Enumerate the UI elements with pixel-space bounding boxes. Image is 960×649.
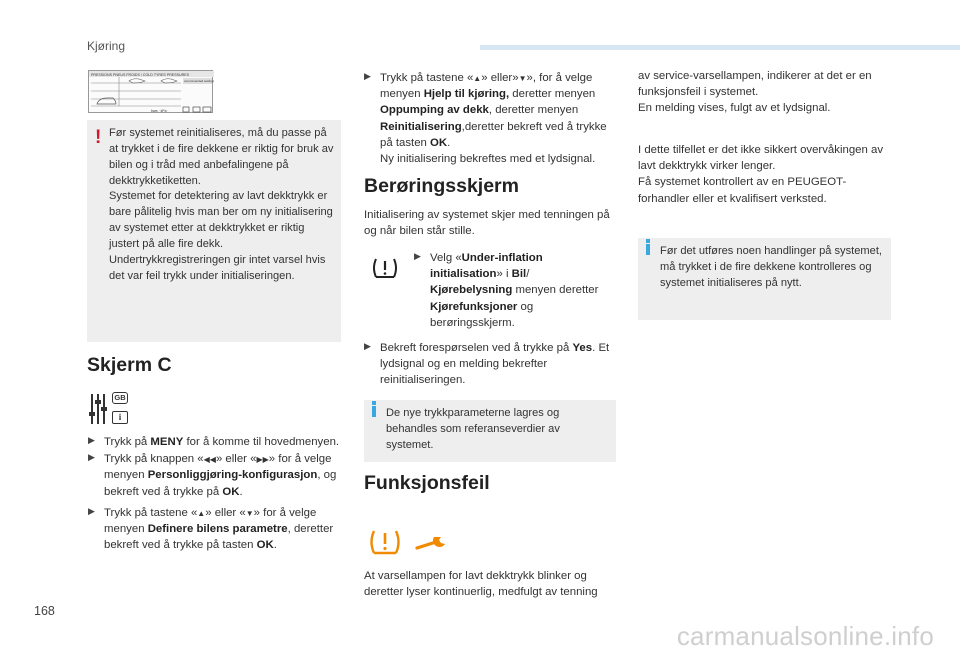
arrow-down-icon: ▼: [245, 508, 254, 518]
list-item: ▶ Velg «Under-inflation initialisation» i Bil/ Kjørebelysning menyen deretter Kjørefunksjoner og berøringsskjerm.: [414, 251, 599, 329]
exclamation-icon: !: [95, 127, 102, 148]
bullet-triangle-icon: ▶: [88, 435, 95, 445]
touchscreen-select-step: [414, 250, 614, 336]
list-item: ▶ Trykk på tastene «▲» eller «▼» for å velge menyen Definere bilens parametre, deretter bekreft ved å trykke på tasten OK.: [88, 505, 334, 552]
tyre-pressure-warning-icon: [371, 256, 399, 280]
tyre-warning-icon-svg: [371, 256, 399, 280]
screen-c-steps: [88, 434, 340, 558]
gb-icon: GB: [112, 392, 128, 404]
tyre-pressure-label-image: [88, 70, 213, 113]
bullet-triangle-icon: ▶: [88, 505, 95, 516]
bullet-triangle-icon: ▶: [414, 251, 421, 261]
warning-paragraph: Undertrykkregistreringen gir intet varsel hvis det var feil trykk under initialiseringen.: [109, 253, 326, 282]
label-right-text: recommended settings: [184, 79, 214, 83]
screen-c-icon-group: [88, 392, 148, 426]
column3-paragraph: av service-varsellampen, indikerer at det er en funksjonsfeil i systemet. En melding vises, fulgt av et lydsignal.: [638, 70, 872, 115]
list-item: ▶ Trykk på knappen «◀◀» eller «▶▶» for å velge menyen Personliggjøring-konfigurasjon, og bekreft ved å trykke på OK.: [88, 452, 337, 498]
arrow-down-icon: ▼: [518, 74, 527, 83]
section-title-touchscreen: Berøringsskjerm: [364, 175, 519, 197]
column2-intro-steps: [364, 70, 616, 172]
label-bottom-text: bars · kPa ·: [151, 109, 169, 113]
list-item: ▶ Bekreft forespørselen ved å trykke på Yes. Et lydsignal og en melding bekrefter reinitialiseringen.: [364, 341, 610, 387]
arrow-up-icon: ▲: [197, 508, 206, 518]
malfunction-text: At varsellampen for lavt dekktrykk blinker og deretter lyser kontinuerlig, medfulgt av tenning: [364, 570, 598, 599]
watermark: carmanualsonline.info: [676, 621, 934, 649]
wrench-icon-svg: [414, 532, 448, 554]
header-bar: [480, 45, 960, 50]
info-icon: [372, 401, 376, 405]
warning-paragraph: Før systemet reinitialiseres, må du passe på at trykket i de fire dekkene er riktig for bruk av bilen og i tråd med anbefalingene på dekktrykketiketten.: [109, 127, 334, 187]
tyre-pressure-label-drawing: [89, 71, 214, 114]
info-box-column3: Før det utføres noen handlinger på systemet, må trykket i de fire dekkene kontrolleres og systemet initialiseres på nytt.: [638, 238, 891, 320]
info-box-touchscreen: De nye trykkparameterne lagres og behandles som referanseverdier av systemet.: [364, 400, 616, 462]
page-number: 168: [34, 604, 55, 618]
wrench-icon: [414, 532, 448, 554]
bullet-triangle-icon: ▶: [88, 452, 95, 463]
section-title-screen-c: Skjerm C: [87, 354, 172, 376]
bullet-triangle-icon: ▶: [364, 341, 371, 351]
column3-paragraph: I dette tilfellet er det ikke sikkert overvåkingen av lavt dekktrykk virker lenger. Få systemet kontrollert av en PEUGEOT-forhandler eller et kvalifisert verksted.: [638, 144, 884, 205]
tyre-warning-icon-orange-svg: [368, 528, 402, 556]
arrow-up-icon: ▲: [473, 74, 482, 83]
fast-forward-icon: ▶▶: [256, 455, 269, 465]
info-i-icon: i: [112, 411, 128, 424]
list-item: ▶ Trykk på MENY for å komme til hovedmenyen.: [88, 435, 340, 448]
warning-paragraph: Systemet for detektering av lavt dekktrykk er bare pålitelig hvis man ber om ny initialisering av systemet etter at dekktrykket er riktig justert på alle fire dekk.: [109, 190, 333, 251]
label-heading: PRESSIONS PNEUS FROIDS / COLD TYRES PRESSURES: [91, 73, 189, 77]
info-icon: [646, 239, 650, 243]
warning-box: [87, 120, 341, 342]
section-title-malfunction: Funksjonsfeil: [364, 472, 490, 494]
chapter-title: Kjøring: [87, 39, 126, 53]
list-item: ▶ Trykk på tastene «▲» eller»▼», for å velge menyen Hjelp til kjøring, deretter menyen Oppumping av dekk, deretter menyen Reinitialisering,deretter bekreft ved å trykke på tasten OK. Ny initialisering bekreftes med et lydsignal.: [364, 71, 607, 165]
bullet-triangle-icon: ▶: [364, 71, 371, 81]
tyre-pressure-warning-icon-orange: [368, 528, 402, 556]
touchscreen-intro: Initialisering av systemet skjer med tenningen på og når bilen står stille.: [364, 209, 610, 238]
touchscreen-confirm-step: [364, 340, 614, 394]
rewind-icon: ◀◀: [203, 455, 216, 465]
